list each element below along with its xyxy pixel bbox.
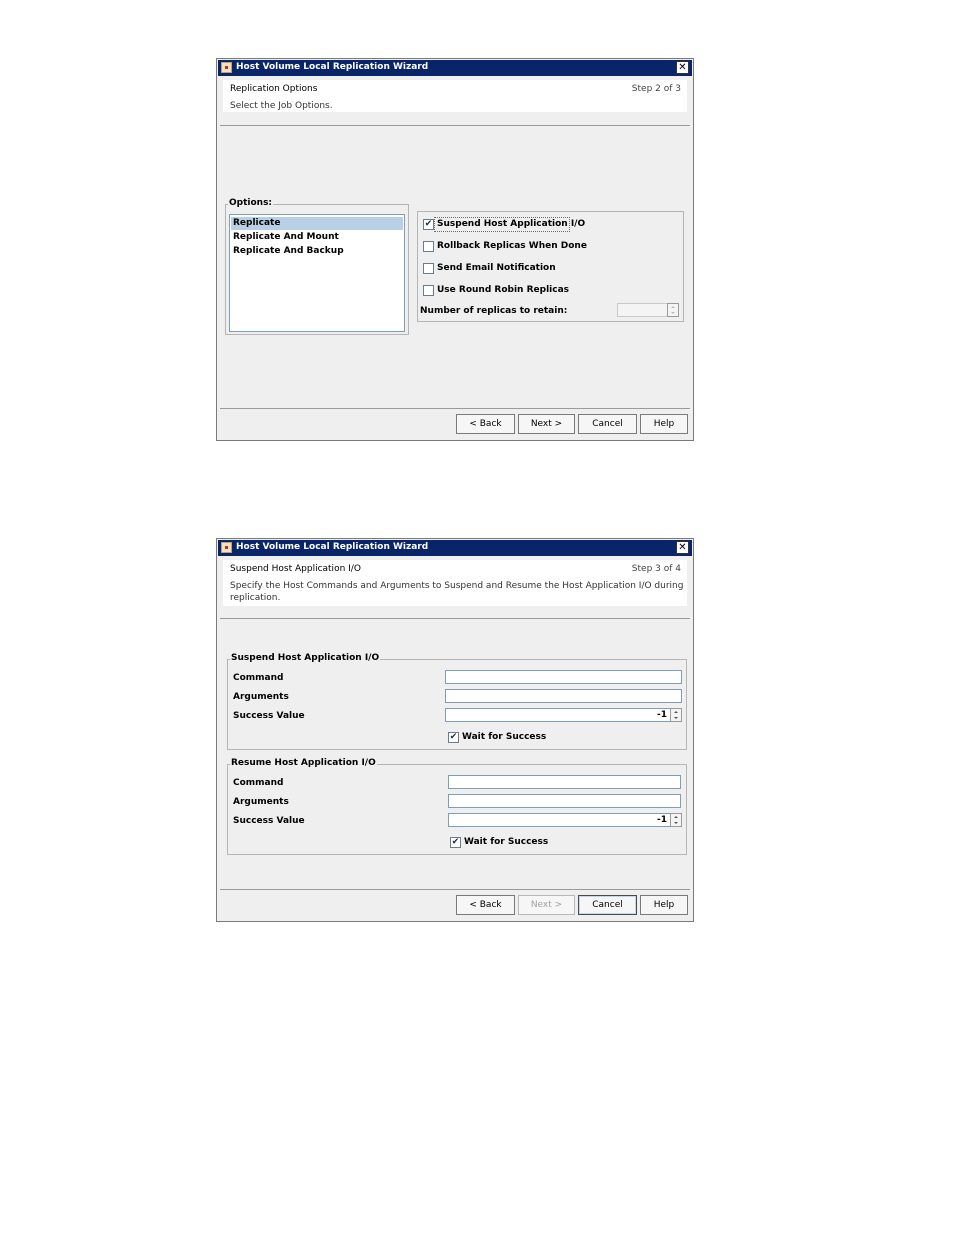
resume-wait-checkbox[interactable]: ✔ — [451, 837, 460, 847]
back-button[interactable]: < Back — [456, 895, 515, 915]
title-bar[interactable] — [218, 540, 692, 556]
list-item-replicate-and-mount[interactable]: Replicate And Mount — [233, 232, 339, 242]
job-options-panel — [417, 211, 684, 322]
java-app-icon — [221, 62, 232, 73]
next-button[interactable]: Next > — [518, 414, 575, 434]
close-icon[interactable]: ✕ — [676, 541, 689, 554]
suspend-wait-label[interactable]: Wait for Success — [462, 732, 547, 742]
resume-success-label: Success Value — [233, 816, 305, 826]
resume-wait-label[interactable]: Wait for Success — [464, 837, 549, 847]
list-item-replicate-and-backup[interactable]: Replicate And Backup — [233, 246, 344, 256]
suspend-group-title: Suspend Host Application I/O — [231, 653, 380, 663]
step-indicator: Step 2 of 3 — [631, 84, 681, 94]
footer-divider — [220, 889, 690, 890]
resume-command-label: Command — [233, 778, 284, 788]
footer-divider — [220, 408, 690, 409]
replicas-to-retain-input[interactable] — [617, 303, 668, 317]
send-email-checkbox[interactable] — [423, 263, 434, 274]
wizard-dialog-step-3 — [216, 538, 694, 922]
resume-success-value: -1 — [657, 815, 667, 825]
resume-group-title: Resume Host Application I/O — [231, 758, 376, 768]
list-item-replicate[interactable]: Replicate — [231, 217, 403, 230]
suspend-arguments-input[interactable] — [445, 689, 682, 703]
round-robin-checkbox[interactable] — [423, 285, 434, 296]
options-list[interactable] — [229, 214, 405, 332]
round-robin-label[interactable]: Use Round Robin Replicas — [437, 285, 569, 295]
replicas-spinner-arrows[interactable] — [667, 303, 679, 317]
help-button[interactable]: Help — [640, 895, 688, 915]
header-divider — [220, 125, 690, 126]
resume-arguments-input[interactable] — [448, 794, 681, 808]
resume-io-group — [227, 758, 687, 855]
java-app-icon — [221, 542, 232, 553]
options-group-title: Options: — [229, 198, 273, 208]
back-button[interactable]: < Back — [456, 414, 515, 434]
suspend-io-checkbox[interactable]: ✔ — [424, 219, 433, 229]
step-indicator: Step 3 of 4 — [631, 564, 681, 574]
send-email-label[interactable]: Send Email Notification — [437, 263, 556, 273]
help-button[interactable]: Help — [640, 414, 688, 434]
window-title: Host Volume Local Replication Wizard — [236, 542, 429, 552]
suspend-arguments-label: Arguments — [233, 692, 289, 702]
suspend-wait-checkbox[interactable]: ✔ — [449, 732, 458, 742]
suspend-success-label: Success Value — [233, 711, 305, 721]
resume-command-input[interactable] — [448, 775, 681, 789]
suspend-command-label: Command — [233, 673, 284, 683]
suspend-command-input[interactable] — [445, 670, 682, 684]
wizard-dialog-step-2 — [216, 58, 694, 441]
title-bar[interactable] — [218, 60, 692, 76]
rollback-replicas-checkbox[interactable] — [423, 241, 434, 252]
close-icon[interactable]: ✕ — [676, 61, 689, 74]
wizard-header — [223, 560, 687, 606]
suspend-io-label[interactable]: Suspend Host Application I/O — [437, 219, 586, 229]
replicas-to-retain-label: Number of replicas to retain: — [420, 306, 568, 316]
step-description: Specify the Host Commands and Arguments to Suspend and Resume the Host Application I/O during replication. — [230, 581, 684, 603]
header-divider — [220, 618, 690, 619]
wizard-header — [223, 80, 687, 112]
options-group — [225, 198, 409, 335]
suspend-success-input[interactable] — [445, 708, 671, 722]
window-title: Host Volume Local Replication Wizard — [236, 62, 429, 72]
step-title: Replication Options — [230, 84, 318, 94]
resume-success-input[interactable] — [448, 813, 671, 827]
step-title: Suspend Host Application I/O — [230, 564, 361, 574]
next-button[interactable]: Next > — [518, 895, 575, 915]
rollback-replicas-label[interactable]: Rollback Replicas When Done — [437, 241, 587, 251]
resume-arguments-label: Arguments — [233, 797, 289, 807]
resume-success-spinner-arrows[interactable] — [670, 813, 682, 827]
suspend-success-spinner-arrows[interactable] — [670, 708, 682, 722]
cancel-button[interactable]: Cancel — [578, 895, 637, 915]
suspend-io-group — [227, 653, 687, 750]
step-description: Select the Job Options. — [230, 101, 333, 111]
suspend-success-value: -1 — [657, 710, 667, 720]
cancel-button[interactable]: Cancel — [578, 414, 637, 434]
